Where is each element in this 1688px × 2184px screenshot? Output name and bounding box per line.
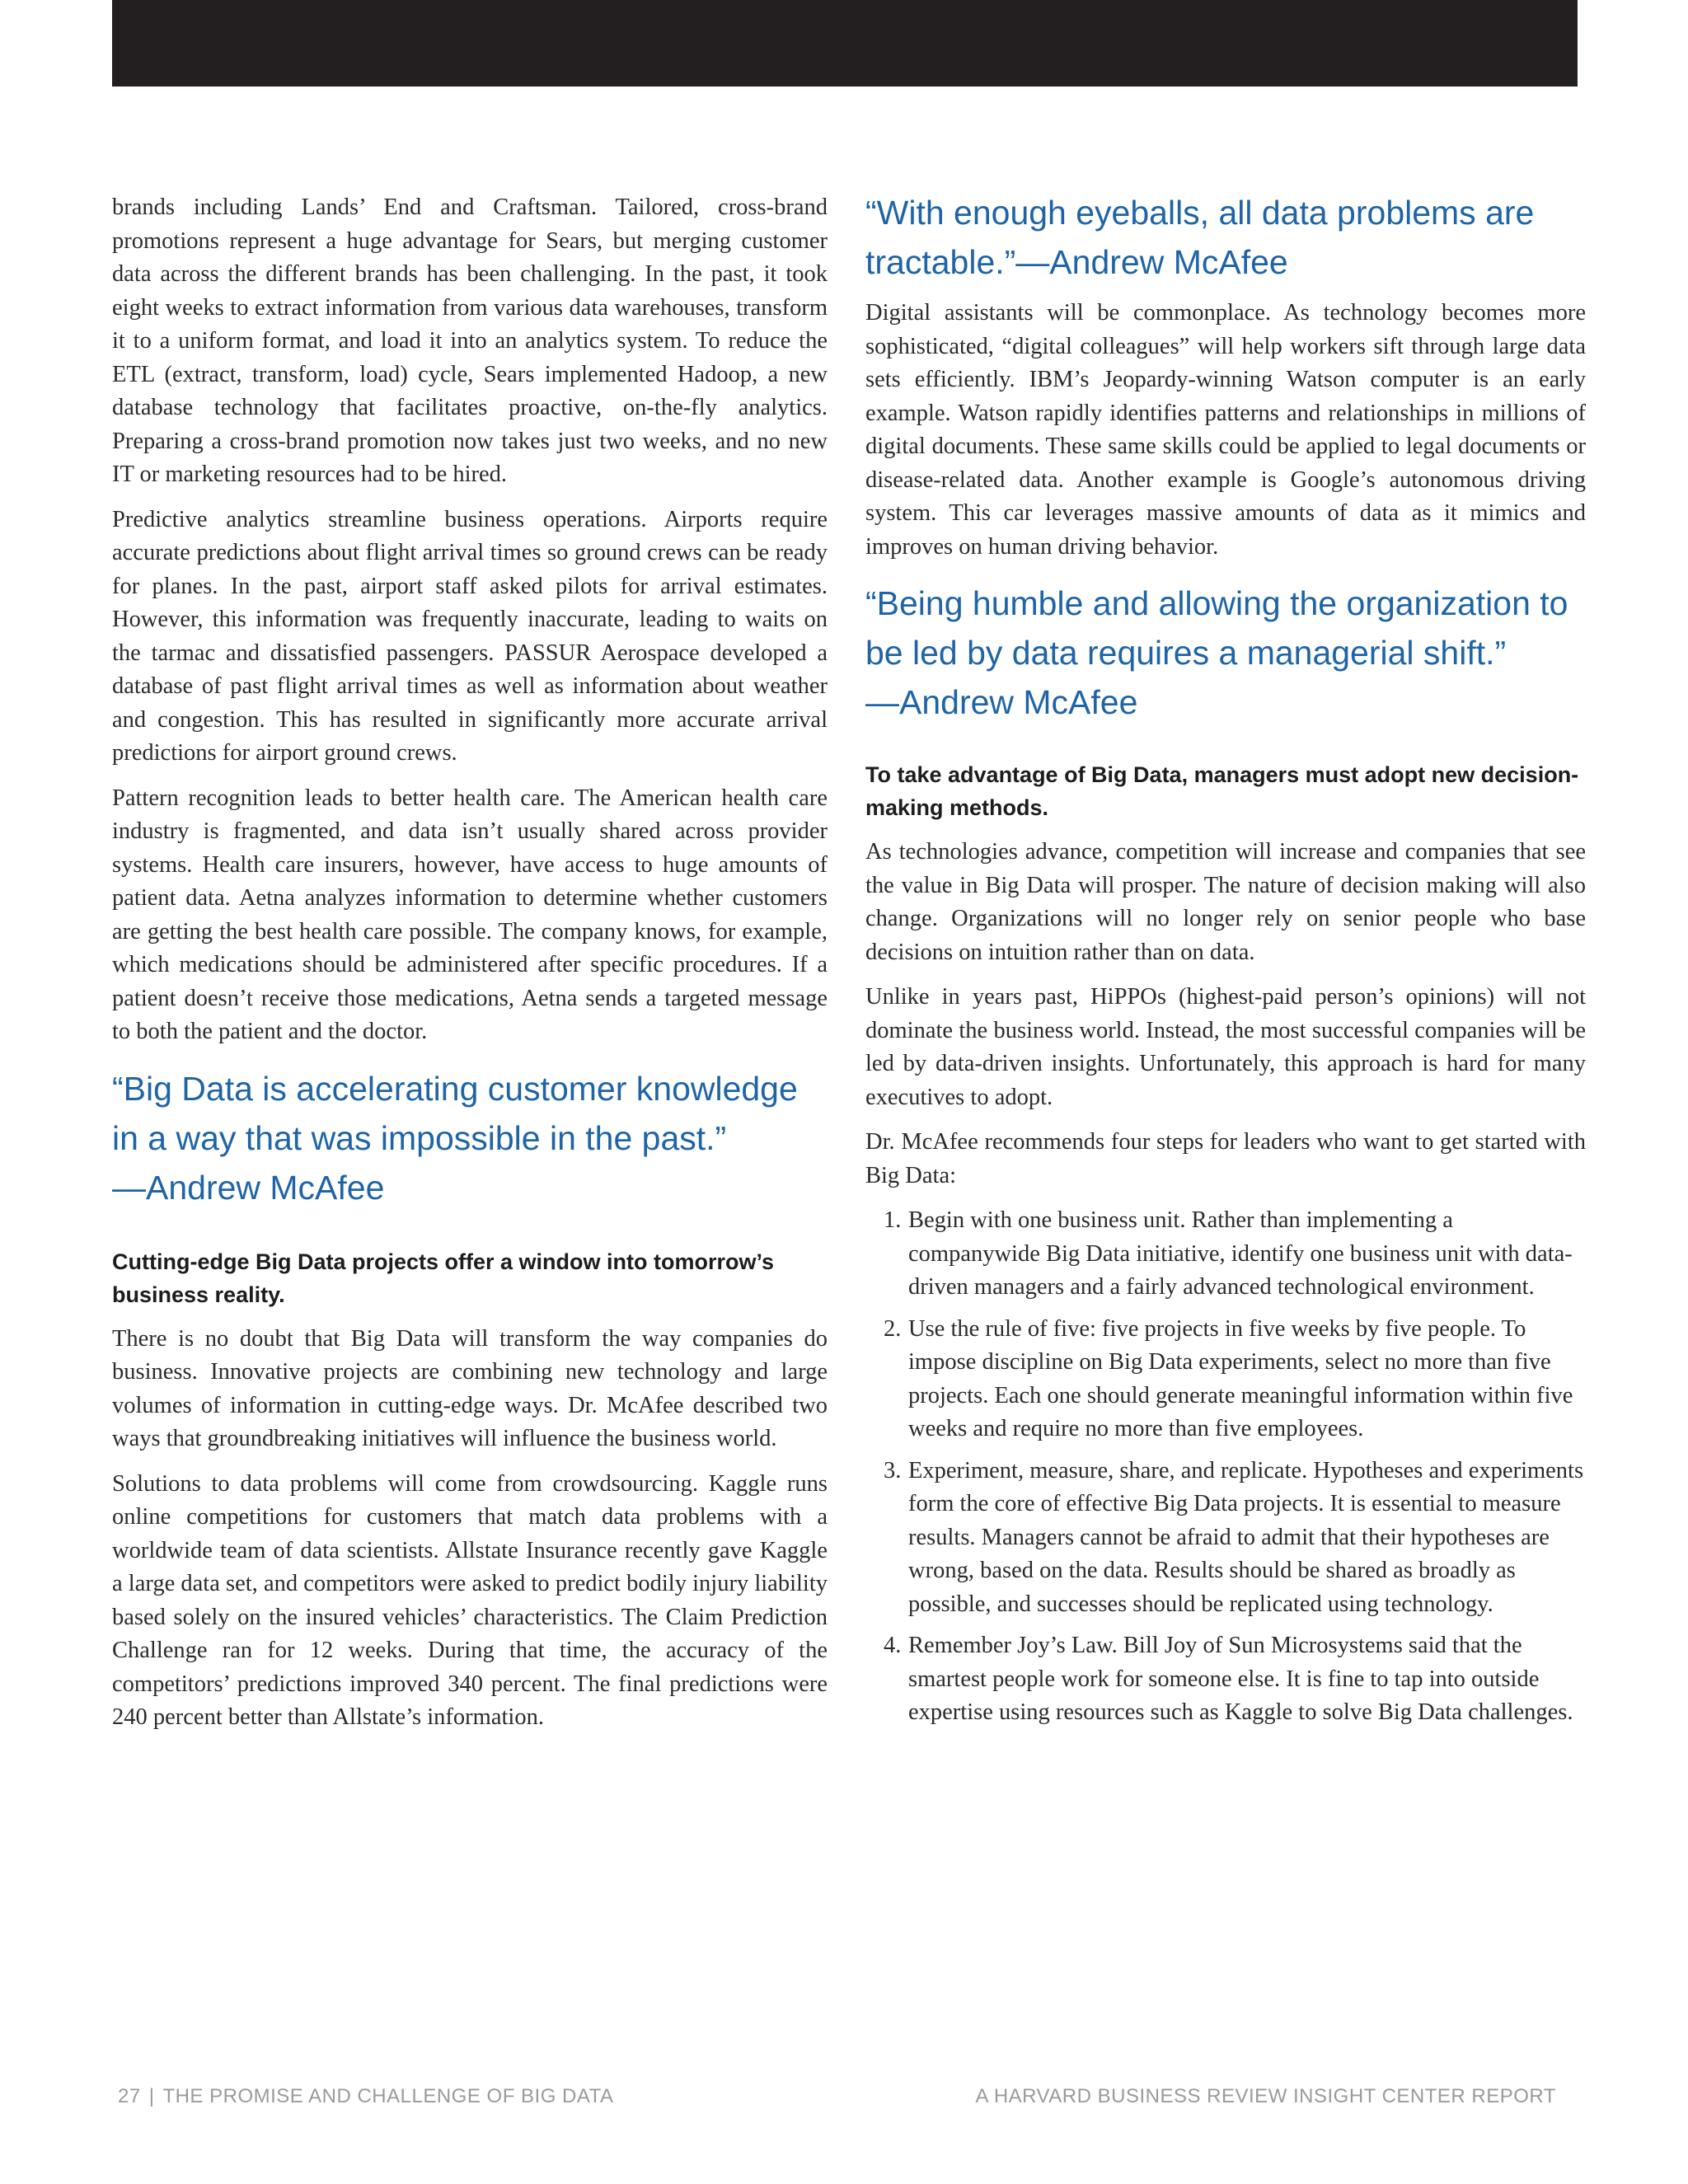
- paragraph: Solutions to data problems will come from crowdsourcing. Kaggle runs online competitions for customers that match data problems with a worldwide team of data scientists. Allstate Insurance recently gave Kaggle a large data set, and competitors were asked to predict bodily injury liability based solely on the insured vehicles’ characteristics. The Claim Prediction Challenge ran for 12 weeks. During that time, the accuracy of the competitors’ predictions improved 340 percent. The final predictions were 240 percent better than Allstate’s information.: [112, 1470, 828, 1730]
- paragraph: Digital assistants will be commonplace. As technology becomes more sophisticated, “digital colleagues” will help workers sift through large data sets efficiently. IBM’s Jeopardy-winning Watson computer is an early example. Watson rapidly identifies patterns and relationships in millions of digital documents. These same skills could be applied to legal documents or disease-related data. Another example is Google’s autonomous driving system. This car leverages massive amounts of data as it mimics and improves on human driving behavior.: [865, 300, 1586, 560]
- page-number: 27: [118, 2085, 141, 2107]
- pull-quote: [865, 579, 1586, 727]
- list-item-text: Begin with one business unit. Rather than implementing a companywide Big Data initiative, identify one business unit with data-driven managers and a fairly advanced technological environment.: [908, 1207, 1573, 1300]
- list-item-text: Experiment, measure, share, and replicate. Hypotheses and experiments form the core of effective Big Data projects. It is essential to measure results. Managers cannot be afraid to admit that their hypotheses are wrong, based on the data. Results should be shared as broadly as possible, and successes should be replicated using technology.: [908, 1457, 1584, 1617]
- list-item: [865, 1629, 1586, 1730]
- pull-quote: [112, 1064, 828, 1212]
- footer-separator: |: [148, 2085, 155, 2107]
- paragraph: There is no doubt that Big Data will transform the way companies do business. Innovative projects are combining new technology and large volumes of information in cutting-edge ways. Dr. McAfee described two ways that groundbreaking initiatives will influence the business world.: [112, 1325, 828, 1451]
- footer-left: [118, 2085, 613, 2108]
- paragraph: brands including Lands’ End and Craftsman. Tailored, cross-brand promotions represent a huge advantage for Sears, but merging customer data across the different brands has been challenging. In the past, it took eight weeks to extract information from various data warehouses, transform it to a uniform format, and load it into an analytics system. To reduce the ETL (extract, transform, load) cycle, Sears implemented Hadoop, a new database technology that facilitates proactive, on-the-fly analytics. Preparing a cross-brand promotion now takes just two weeks, and no new IT or marketing resources had to be hired.: [112, 194, 828, 487]
- paragraph: Unlike in years past, HiPPOs (highest-paid person’s opinions) will not dominate the business world. Instead, the most successful companies will be led by data-driven insights. Unfortunately, this approach is hard for many executives to adopt.: [865, 984, 1586, 1110]
- list-item-text: Remember Joy’s Law. Bill Joy of Sun Microsystems said that the smartest people work for someone else. It is fine to tap into outside expertise using resources such as Kaggle to solve Big Data challenges.: [908, 1633, 1573, 1725]
- list-item: [865, 1455, 1586, 1622]
- list-number: 1.: [884, 1207, 902, 1233]
- left-column: [112, 191, 828, 1746]
- section-subhead: To take advantage of Big Data, managers must adopt new decision-making methods.: [865, 762, 1579, 820]
- report-title: THE PROMISE AND CHALLENGE OF BIG DATA: [162, 2085, 614, 2107]
- pull-quote: [865, 188, 1586, 287]
- steps-list: [865, 1204, 1586, 1730]
- pull-quote-attribution: —Andrew McAfee: [112, 1168, 385, 1207]
- list-number: 2.: [884, 1315, 902, 1342]
- pull-quote-line: “Big Data is accelerating customer knowledge: [112, 1069, 798, 1108]
- pull-quote-attribution: —Andrew McAfee: [865, 683, 1138, 721]
- paragraph: Pattern recognition leads to better health care. The American health care industry is fragmented, and data isn’t usually shared across provider systems. Health care insurers, however, have access to huge amounts of patient data. Aetna analyzes information to determine whether customers are getting the best health care possible. The company knows, for example, which medications should be administered after specific procedures. If a patient doesn’t receive those medications, Aetna sends a targeted message to both the patient and the doctor.: [112, 785, 828, 1044]
- section-subhead: Cutting-edge Big Data projects offer a window into tomorrow’s business reality.: [112, 1249, 775, 1307]
- pull-quote-line: in a way that was impossible in the past.”: [112, 1118, 727, 1157]
- footer-right: A HARVARD BUSINESS REVIEW INSIGHT CENTER REPORT: [975, 2085, 1556, 2107]
- pull-quote-line: “With enough eyeballs, all data problems are: [865, 194, 1535, 232]
- list-item: [865, 1313, 1586, 1446]
- pull-quote-line: be led by data requires a managerial shift.”: [865, 634, 1507, 672]
- right-column: [865, 191, 1586, 1738]
- list-item-text: Use the rule of five: five projects in five weeks by five people. To impose discipline on Big Data experiments, select no more than five projects. Each one should generate meaningful information within five weeks and require no more than five employees.: [908, 1315, 1573, 1441]
- pull-quote-line: tractable.”—Andrew McAfee: [865, 243, 1288, 281]
- header-bar: [112, 0, 1578, 87]
- list-item: [865, 1204, 1586, 1305]
- list-number: 4.: [884, 1633, 902, 1658]
- paragraph: As technologies advance, competition will increase and companies that see the value in Big Data will prosper. The nature of decision making will also change. Organizations will no longer rely on senior people who base decisions on intuition rather than on data.: [865, 839, 1586, 965]
- pull-quote-line: “Being humble and allowing the organization to: [865, 584, 1568, 622]
- list-number: 3.: [884, 1457, 902, 1483]
- paragraph: Dr. McAfee recommends four steps for leaders who want to get started with Big Data:: [865, 1129, 1586, 1188]
- paragraph: Predictive analytics streamline business operations. Airports require accurate predictions about flight arrival times so ground crews can be ready for planes. In the past, airport staff asked pilots for arrival estimates. However, this information was frequently inaccurate, leading to waits on the tarmac and dissatisfied passengers. PASSUR Aerospace developed a database of past flight arrival times as well as information about weather and congestion. This has resulted in significantly more accurate arrival predictions for airport ground crews.: [112, 506, 828, 766]
